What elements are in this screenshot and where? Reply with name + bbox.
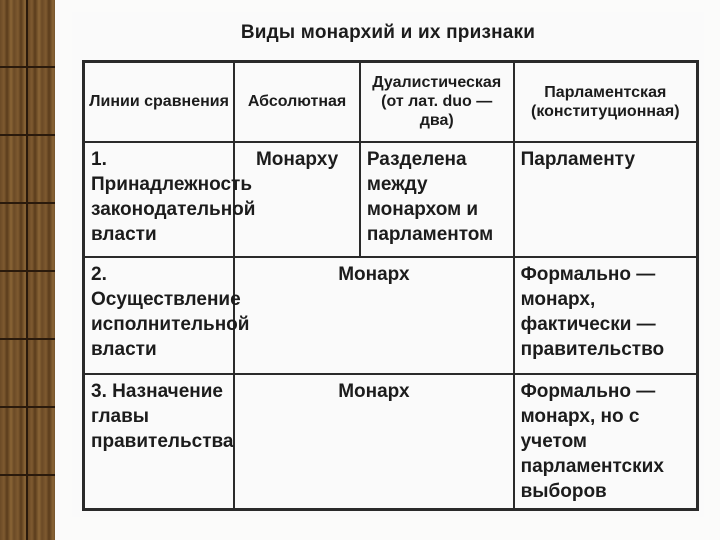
row2-absolute-dualistic: Монарх (234, 257, 513, 374)
row1-criterion: 1. Принадлежность законодательной власти (84, 142, 235, 257)
header-criteria: Линии сравнения (84, 62, 235, 142)
table-header-row (84, 62, 698, 142)
header-dualistic: Дуалистическая (от лат. duo — два) (360, 62, 514, 142)
row2-parliamentary: Формально — монарх, фактически — правительство (514, 257, 698, 374)
decorative-wood-border (0, 0, 55, 540)
header-absolute: Абсолютная (234, 62, 360, 142)
slide-page (72, 12, 704, 517)
row3-absolute-dualistic: Монарх (234, 374, 513, 510)
row1-absolute: Монарху (234, 142, 360, 257)
table-row (84, 257, 698, 374)
row3-parliamentary: Формально — монарх, но с учетом парламентских выборов (514, 374, 698, 510)
row1-dualistic: Разделена между монархом и парламентом (360, 142, 514, 257)
row3-criterion: 3. Назначение главы правительства (84, 374, 235, 510)
header-parliamentary: Парламентская (конституционная) (514, 62, 698, 142)
monarchy-comparison-table (82, 60, 699, 511)
row1-parliamentary: Парламенту (514, 142, 698, 257)
row2-criterion: 2. Осуществление исполнительной власти (84, 257, 235, 374)
table-row (84, 142, 698, 257)
page-title: Виды монархий и их признаки (240, 22, 536, 43)
table-row (84, 374, 698, 510)
